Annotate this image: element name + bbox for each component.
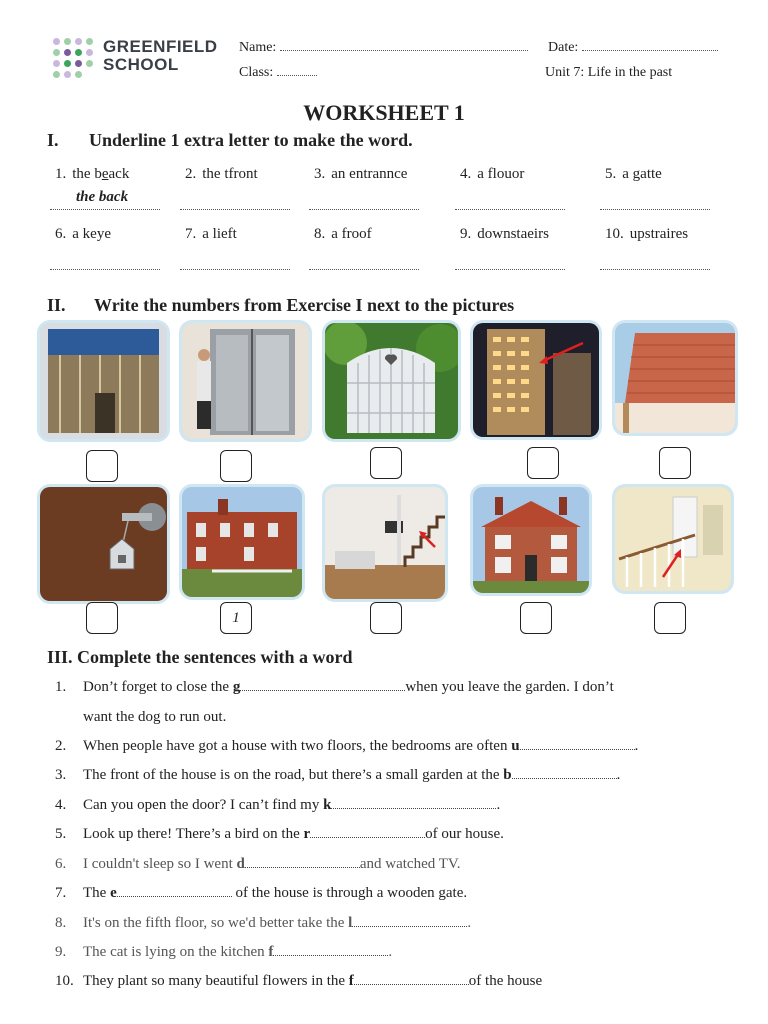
item-number: 8. [314, 226, 326, 242]
sentence-text-end: . [388, 944, 393, 960]
item-number: 1. [55, 166, 67, 182]
hint-letter: f [268, 944, 274, 960]
page-title: WORKSHEET 1 [303, 100, 465, 125]
sentence-text: It's on the fifth floor, so we'd better take the [83, 915, 349, 931]
picture-house-front [473, 487, 589, 593]
sentence-text-end: . [616, 767, 621, 783]
school-name [103, 38, 218, 74]
item-word: the b [72, 166, 102, 182]
exercise1-item [314, 166, 407, 183]
house-key-icon [40, 487, 167, 601]
house-front-icon [473, 487, 589, 593]
item-word: upstraires [629, 226, 689, 242]
hint-letter: l [348, 915, 353, 931]
item-word: a flouor [477, 166, 525, 182]
picture-office-entrance [40, 323, 167, 439]
item-word: a keye [72, 226, 111, 242]
picture-house-key [40, 487, 167, 601]
hint-letter: e [110, 885, 117, 901]
answer-line[interactable] [600, 268, 710, 270]
sentence-number: 4. [55, 797, 67, 813]
hint-letter: k [323, 797, 332, 813]
sentence-number: 1. [55, 679, 67, 695]
hint-letter: g [232, 679, 241, 695]
sentence-text: I couldn't sleep so I went [83, 856, 237, 872]
back-of-houses-icon [182, 487, 302, 597]
sentence-text: Can you open the door? I can’t find my [83, 797, 324, 813]
sentence-number: 9. [55, 944, 67, 960]
answer-box-8[interactable] [370, 602, 402, 634]
blank-field[interactable] [240, 680, 405, 691]
name-label: Name: [239, 40, 277, 55]
sentence-number: 7. [55, 885, 67, 901]
blank-field[interactable] [245, 857, 360, 868]
blank-field[interactable] [354, 974, 469, 985]
answer-line[interactable] [180, 268, 290, 270]
unit-label: Unit 7: Life in the past [545, 65, 673, 80]
lift-icon [182, 323, 309, 439]
picture-downstairs [325, 487, 445, 599]
picture-tower-floor [473, 323, 599, 437]
sentence-2 [55, 738, 638, 755]
picture-back-of-houses [182, 487, 302, 597]
answer-line[interactable] [455, 208, 565, 210]
sentence-4 [55, 797, 500, 814]
sentence-8 [55, 915, 471, 932]
exercise1-item [314, 226, 372, 243]
sentence-text-end: of the house is through a wooden gate. [231, 885, 468, 901]
item-number: 9. [460, 226, 472, 242]
garden-gate-icon [325, 323, 458, 439]
sentence-5 [55, 826, 504, 843]
item-word: downstaeirs [477, 226, 549, 242]
answer-box-7[interactable]: 1 [220, 602, 252, 634]
hint-letter: b [503, 767, 512, 783]
exercise1-item [185, 226, 237, 243]
sentence-text: They plant so many beautiful flowers in the [83, 973, 349, 989]
class-field[interactable] [239, 65, 317, 81]
sentence-text-end: . [467, 915, 472, 931]
sentence-number: 6. [55, 856, 67, 872]
answer-line[interactable] [309, 268, 419, 270]
upstairs-icon [615, 487, 731, 591]
blank-field[interactable] [117, 886, 232, 897]
exercise1-item [460, 226, 549, 243]
answer-box-5[interactable] [659, 447, 691, 479]
answer-box-1[interactable] [86, 450, 118, 482]
item-number: 5. [605, 166, 617, 182]
picture-roof [615, 323, 735, 433]
roof-icon [615, 323, 735, 433]
answer-line[interactable] [455, 268, 565, 270]
item-number: 3. [314, 166, 326, 182]
hint-letter: u [511, 738, 520, 754]
blank-field[interactable] [273, 945, 388, 956]
picture-upstairs [615, 487, 731, 591]
downstairs-icon [325, 487, 445, 599]
school-logo-icon [53, 38, 95, 78]
item-number: 7. [185, 226, 197, 242]
office-entrance-icon [40, 323, 167, 439]
hint-letter: r [303, 826, 311, 842]
item-word: a froof [331, 226, 372, 242]
item-word: an entrannce [331, 166, 408, 182]
answer-line[interactable] [600, 208, 710, 210]
picture-lift [182, 323, 309, 439]
exercise1-item [55, 226, 111, 243]
sentence-text-end: . [496, 797, 501, 813]
sentence-text-end: . [634, 738, 639, 754]
sentence-text: The front of the house is on the road, but there’s a small garden at the [83, 767, 504, 783]
sentence-text: Look up there! There’s a bird on the [83, 826, 304, 842]
handwritten-answer: the back [76, 189, 129, 205]
hint-letter: f [348, 973, 354, 989]
answer-box-9[interactable] [520, 602, 552, 634]
answer-box-2[interactable] [220, 450, 252, 482]
blank-field[interactable] [310, 827, 425, 838]
sentence-number: 5. [55, 826, 67, 842]
blank-field[interactable] [520, 739, 635, 750]
sentence-number: 8. [55, 915, 67, 931]
item-number: 4. [460, 166, 472, 182]
answer-line[interactable] [309, 208, 419, 210]
answer-box-4[interactable] [527, 447, 559, 479]
sentence-text: Don’t forget to close the [83, 679, 233, 695]
blank-field[interactable] [352, 916, 467, 927]
exercise1-item [185, 166, 258, 183]
sentence-number: 2. [55, 738, 67, 754]
section3-heading: III. Complete the sentences with a word [47, 647, 353, 667]
blank-field[interactable] [512, 768, 617, 779]
picture-garden-gate [325, 323, 458, 439]
answer-line[interactable] [180, 208, 290, 210]
date-label: Date: [548, 40, 579, 55]
section2-heading: II. Write the numbers from Exercise I next to the pictures [47, 295, 515, 315]
answer-line[interactable] [50, 208, 160, 210]
name-field[interactable] [239, 40, 528, 56]
sentence-text: When people have got a house with two floors, the bedrooms are often [83, 738, 512, 754]
sentence-text: The [83, 885, 111, 901]
exercise1-item [55, 166, 129, 183]
item-word: a gatte [622, 166, 662, 182]
class-label: Class: [239, 65, 274, 80]
sentence-text: The cat is lying on the kitchen [83, 944, 269, 960]
sentence-continuation: want the dog to run out. [83, 709, 227, 725]
sentence-text-end: of the house [468, 973, 543, 989]
sentence-1 [55, 679, 614, 696]
sentence-10 [55, 973, 542, 990]
item-word: a lieft [202, 226, 237, 242]
sentence-9 [55, 944, 392, 961]
sentence-text-end: when you leave the garden. I don’t [405, 679, 614, 695]
exercise1-item [460, 166, 524, 183]
answer-line[interactable] [50, 268, 160, 270]
sentence-number: 3. [55, 767, 67, 783]
school-name-line2: SCHOOL [103, 55, 179, 74]
sentence-3 [55, 767, 620, 784]
answer-box-10[interactable] [654, 602, 686, 634]
blank-field[interactable] [331, 798, 496, 809]
answer-box-3[interactable] [370, 447, 402, 479]
date-field[interactable] [548, 40, 718, 56]
section1-heading: I. Underline 1 extra letter to make the word. [47, 130, 413, 150]
exercise1-item [605, 226, 688, 243]
exercise1-item [605, 166, 662, 183]
item-number: 10. [605, 226, 624, 242]
sentence-number: 10. [55, 973, 74, 989]
item-word: the tfront [202, 166, 258, 182]
item-number: 2. [185, 166, 197, 182]
item-word-rest: ack [108, 166, 130, 182]
underlined-letter: e [101, 166, 109, 182]
sentence-7 [55, 885, 467, 902]
answer-box-6[interactable] [86, 602, 118, 634]
tower-floor-icon [473, 323, 599, 437]
sentence-text-end: and watched TV. [359, 856, 461, 872]
item-number: 6. [55, 226, 67, 242]
sentence-6 [55, 856, 461, 873]
school-name-line1: GREENFIELD [103, 37, 218, 56]
hint-letter: d [236, 856, 245, 872]
sentence-text-end: of our house. [425, 826, 504, 842]
